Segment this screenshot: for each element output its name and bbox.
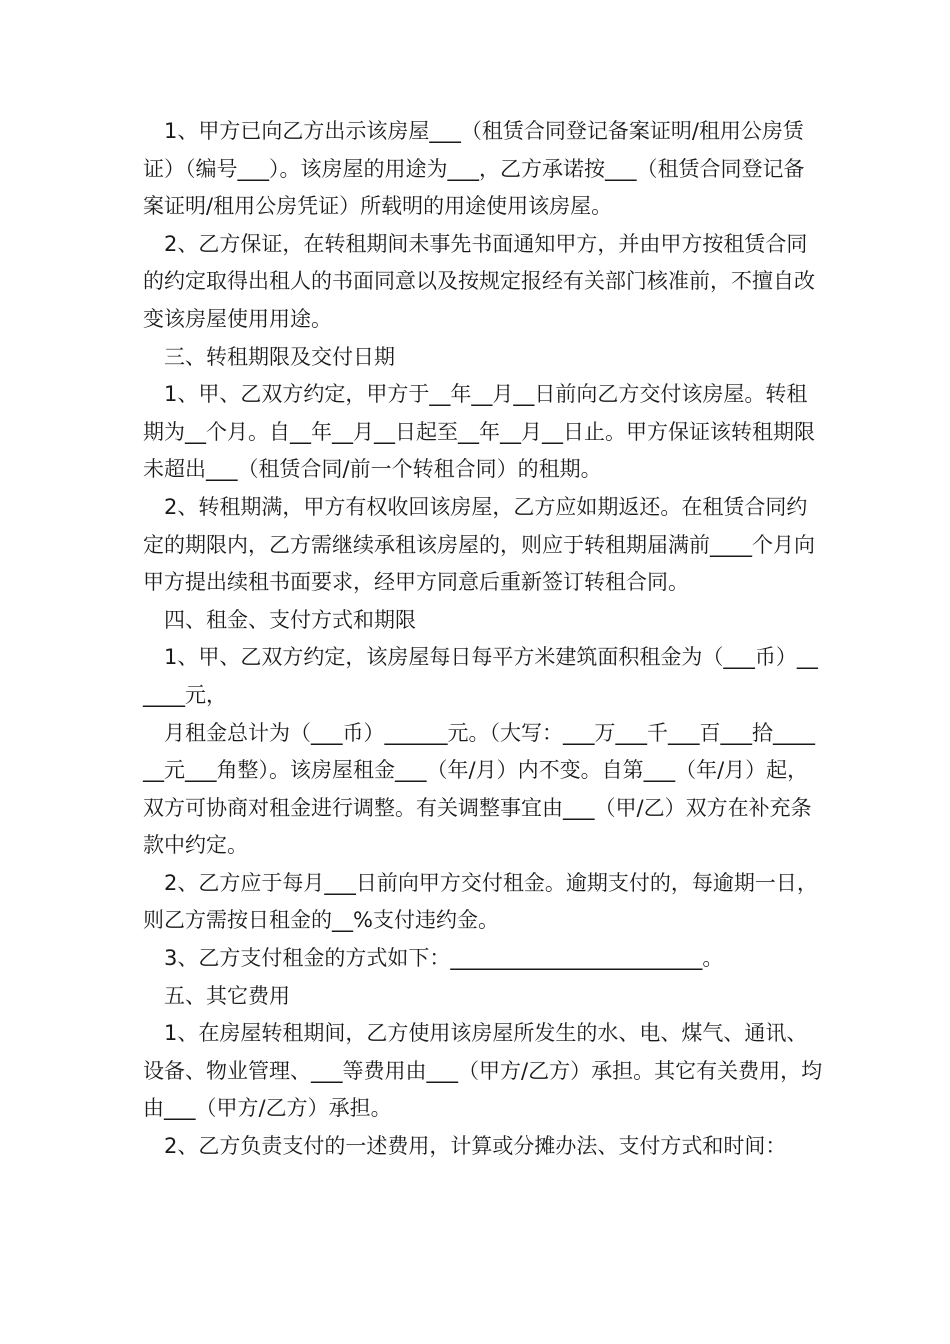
clause-4-1: 1、甲、乙双方约定，该房屋每日每平方米建筑面积租金为（___币）______元， [143, 645, 818, 707]
document-body [143, 113, 823, 1166]
clause-3-1: 1、甲、乙双方约定，甲方于__年__月__日前向乙方交付该房屋。转租期为__个月。自__年__月__日起至__年__月__日止。甲方保证该转租期限未超出___（租赁合同/前一个转租合同）的租期。 [143, 382, 815, 482]
clause-5-1: 1、在房屋转租期间，乙方使用该房屋所发生的水、电、煤气、通讯、设备、物业管理、___等费用由___（甲方/乙方）承担。其它有关费用，均由___（甲方/乙方）承担。 [143, 1021, 823, 1121]
section-heading-4: 四、租金、支付方式和期限 [164, 607, 416, 632]
section-heading-3: 三、转租期限及交付日期 [164, 344, 395, 369]
clause-4-2: 2、乙方应于每月___日前向甲方交付租金。逾期支付的，每逾期一日，则乙方需按日租金的__%支付违约金。 [143, 870, 818, 933]
clause-5-2: 2、乙方负责支付的一述费用，计算或分摊办法、支付方式和时间： [164, 1134, 787, 1159]
clause-2-2: 2、乙方保证，在转租期间未事先书面通知甲方，并由甲方按租赁合同的约定取得出租人的书面同意以及按规定报经有关部门核准前，不擅自改变该房屋使用用途。 [143, 231, 815, 331]
clause-2-1: 1、甲方已向乙方出示该房屋___（租赁合同登记备案证明/租用公房赁证）（编号___）。该房屋的用途为___，乙方承诺按___（租赁合同登记备案证明/租用公房凭证）所载明的用途使用该房屋。 [143, 119, 805, 219]
clause-3-2: 2、转租期满，甲方有权收回该房屋，乙方应如期返还。在租赁合同约定的期限内，乙方需继续承租该房屋的，则应于转租期届满前____个月向甲方提出续租书面要求，经甲方同意后重新签订转租合同。 [143, 494, 815, 595]
clause-4-3: 3、乙方支付租金的方式如下：________________________。 [164, 946, 724, 971]
section-heading-5: 五、其它费用 [164, 983, 290, 1008]
clause-4-1-monthly-rent: 月租金总计为（___币）______元。（大写：___万___千___百___拾______元___角整）。该房屋租金___（年/月）内不变。自第___（年/月）起，双方可协商对租金进行调整。有关调整事宜由___（甲/乙）双方在补充条款中约定。 [143, 720, 815, 858]
